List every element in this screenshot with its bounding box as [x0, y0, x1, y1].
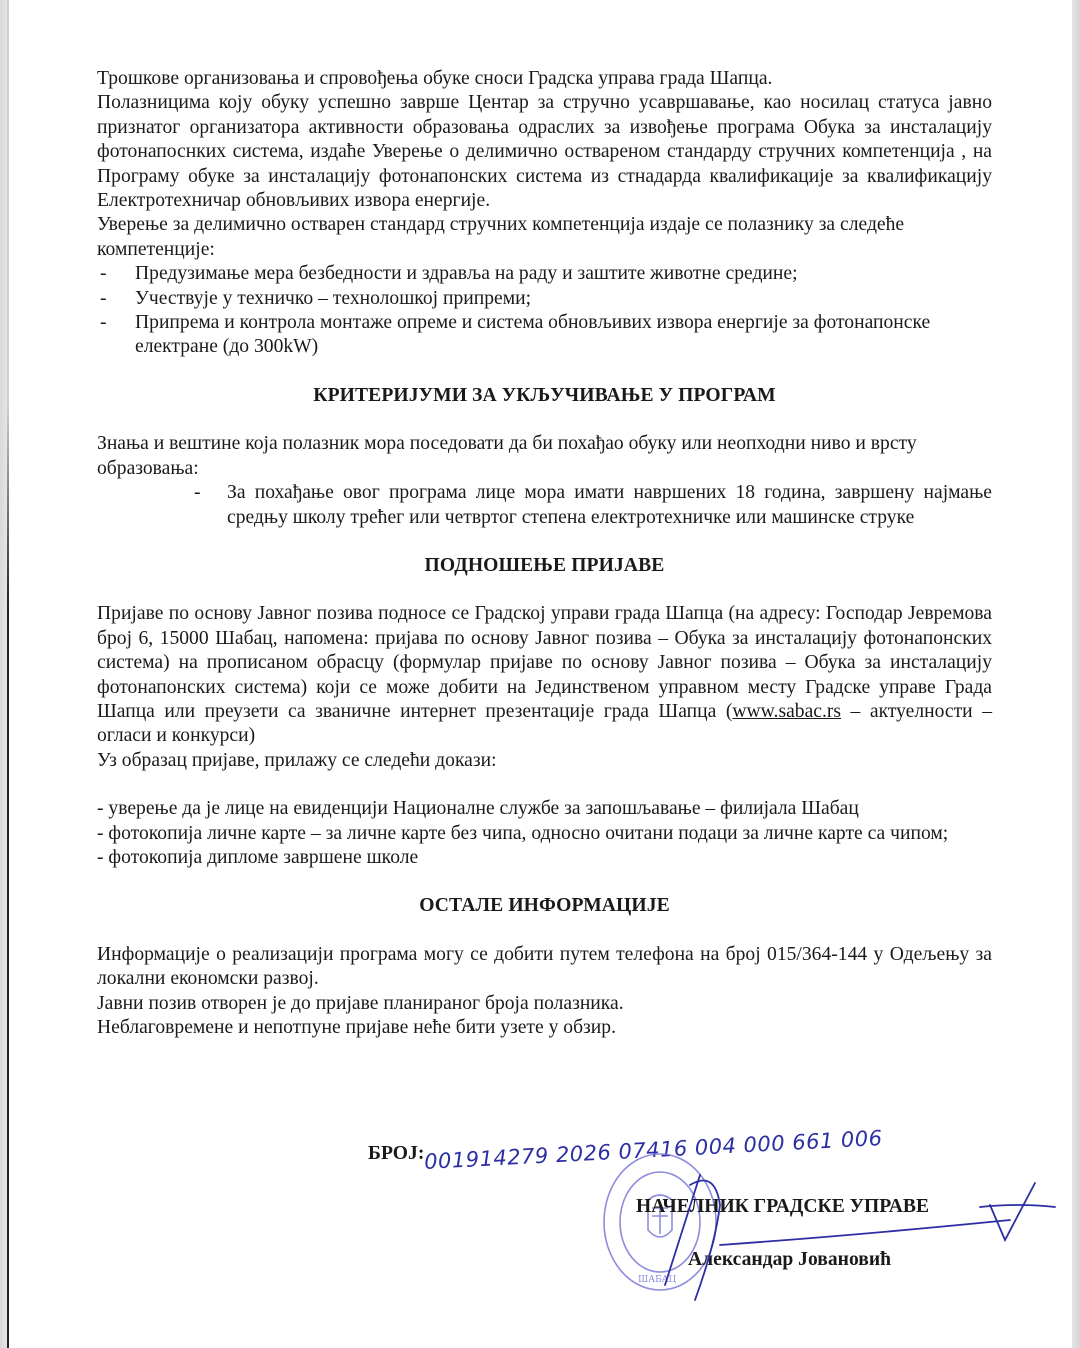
other-info-line: Неблаговремене и непотпуне пријаве неће бити узете у обзир. — [97, 1017, 616, 1038]
criteria-list — [97, 481, 992, 530]
list-item: - Предузимање мера безбедности и здравља на раду и заштите животне средине; — [97, 262, 992, 286]
list-item: - Учествује у техничко – технолошкој припреми; — [97, 287, 992, 311]
attachment-item: - уверење да је лице на евиденцији Националне службе за запошљавање – филијала Шабац — [97, 798, 859, 820]
costs-paragraph: Трошкове организовања и спровођења обуке сноси Градска управа града Шапца. — [97, 68, 773, 89]
website-link[interactable]: www.sabac.rs — [732, 700, 842, 722]
criteria-heading: КРИТЕРИЈУМИ ЗА УКЉУЧИВАЊЕ У ПРОГРАМ — [313, 384, 776, 406]
stamp-city-text: ШАБАЦ — [638, 1275, 677, 1285]
application-heading: ПОДНОШЕЊЕ ПРИЈАВЕ — [424, 554, 665, 576]
bullet-dash: - — [100, 312, 107, 334]
attachments-intro: Уз образац пријаве, прилажу се следећи докази: — [97, 749, 497, 771]
attachment-item: - фотокопија дипломе завршене школе — [97, 846, 419, 868]
bullet-dash: - — [100, 287, 107, 309]
signatory-name: Александар Јовановић — [688, 1249, 892, 1270]
list-item: - Припрема и контрола монтаже опреме и система обновљивих извора енергије за фотонапонске електране (до 300kW) — [100, 312, 931, 358]
certificate-paragraph: Полазницима коју обуку успешно заврше Центар за стручно усавршавање, као носилац статуса јавно признатог организатора активности образовања одраслих за извођење програма Обука за инсталацију фотонапоснких система, издаће Уверење о делимично оствареном стандарду стручних компетенција , на Програму обуке за инсталацију фотонапонских система из стнадарда квалификације за квалификацију Електротехничар обновљивих извора енергије. — [97, 92, 992, 212]
signatory-title: НАЧЕЛНИК ГРАДСКЕ УПРАВЕ — [636, 1196, 930, 1217]
competencies-list — [97, 262, 992, 360]
bullet-dash: - — [194, 482, 201, 504]
number-label: БРОЈ: — [368, 1143, 425, 1164]
signature-icon — [660, 1165, 1060, 1305]
attachment-item: - фотокопија личне карте – за личне карте без чипа, односно очитани подаци за личне карте са чипом; — [97, 822, 949, 844]
page-edge-left-line — [7, 0, 9, 1348]
other-info-line: Јавни позив отворен је до пријаве планираног броја полазника. — [97, 992, 624, 1014]
criteria-intro: Знања и вештине која полазник мора поседовати да би похађао обуку или неопходни ниво и врсту образовања: — [97, 433, 917, 479]
application-paragraph: Пријаве по основу Јавног позива подносе се Градској управи града Шапца (на адресу: Господар Јевремова број 6, 15000 Шабац, напомена: пријава по основу Јавног позива – Обука за инсталацију фотонапонских система) на прописаном обрасцу (формулар пријаве по основу Јавног позива – Обука за инсталацију фотонапонских система) који се може добити на Јединственом управном месту Градске управе Града Шапца или преузети са званичне интернет презентације града Шапца (www.sabac.rs – актуелности – огласи и конкурси) — [97, 603, 992, 747]
bullet-dash: - — [100, 263, 107, 285]
handwritten-number: 001914279 2026 07416 004 000 661 006 — [423, 1126, 884, 1174]
document-body — [97, 67, 992, 1040]
other-info-heading: ОСТАЛЕ ИНФОРМАЦИЈЕ — [419, 895, 670, 917]
list-item: - За похађање овог програма лице мора имати навршених 18 година, завршену најмање средњу школу трећег или четвртог степена електротехничке или машинске струке — [194, 482, 992, 528]
competencies-intro: Уверење за делимично остварен стандард стручних компетенција издаје се полазнику за следеће компетенције: — [97, 214, 905, 260]
page-edge-right — [1072, 0, 1080, 1348]
other-info-line: Информације о реализацији програма могу се добити путем телефона на број 015/364-144 у Одељењу за локални економски развој. — [97, 943, 992, 990]
